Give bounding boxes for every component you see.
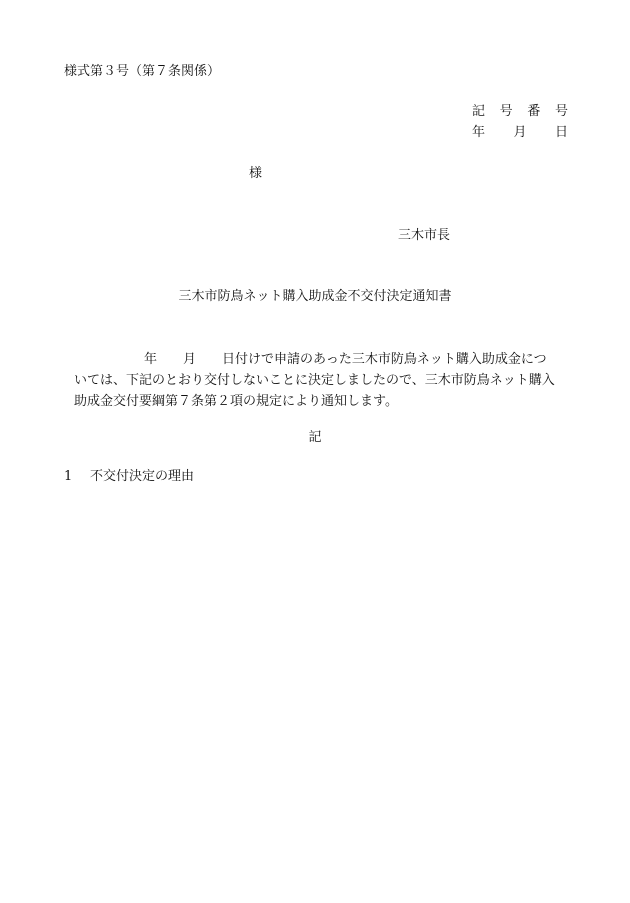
record-heading: 記 (308, 430, 322, 445)
document-number-label: 記号番号 (472, 104, 568, 119)
body-line-1: 年 月 日付けで申請のあった三木市防鳥ネット購入助成金につ (144, 352, 547, 367)
body-line-3: 助成金交付要綱第７条第２項の規定により通知します。 (74, 394, 398, 409)
list-item-label: 不交付決定の理由 (90, 469, 195, 484)
addressee-honorific: 様 (249, 166, 263, 181)
body-paragraph (74, 349, 574, 412)
list-item (64, 470, 194, 483)
sender-name: 三木市長 (398, 228, 451, 243)
document-date-label: 年月日 (472, 125, 568, 140)
body-line-2: いては、下記のとおり交付しないことに決定しましたので、三木市防鳥ネット購入 (74, 373, 555, 388)
list-item-number: 1 (64, 469, 73, 484)
form-number: 様式第３号（第７条関係） (64, 64, 221, 79)
document-title: 三木市防鳥ネット購入助成金不交付決定通知書 (178, 289, 452, 304)
